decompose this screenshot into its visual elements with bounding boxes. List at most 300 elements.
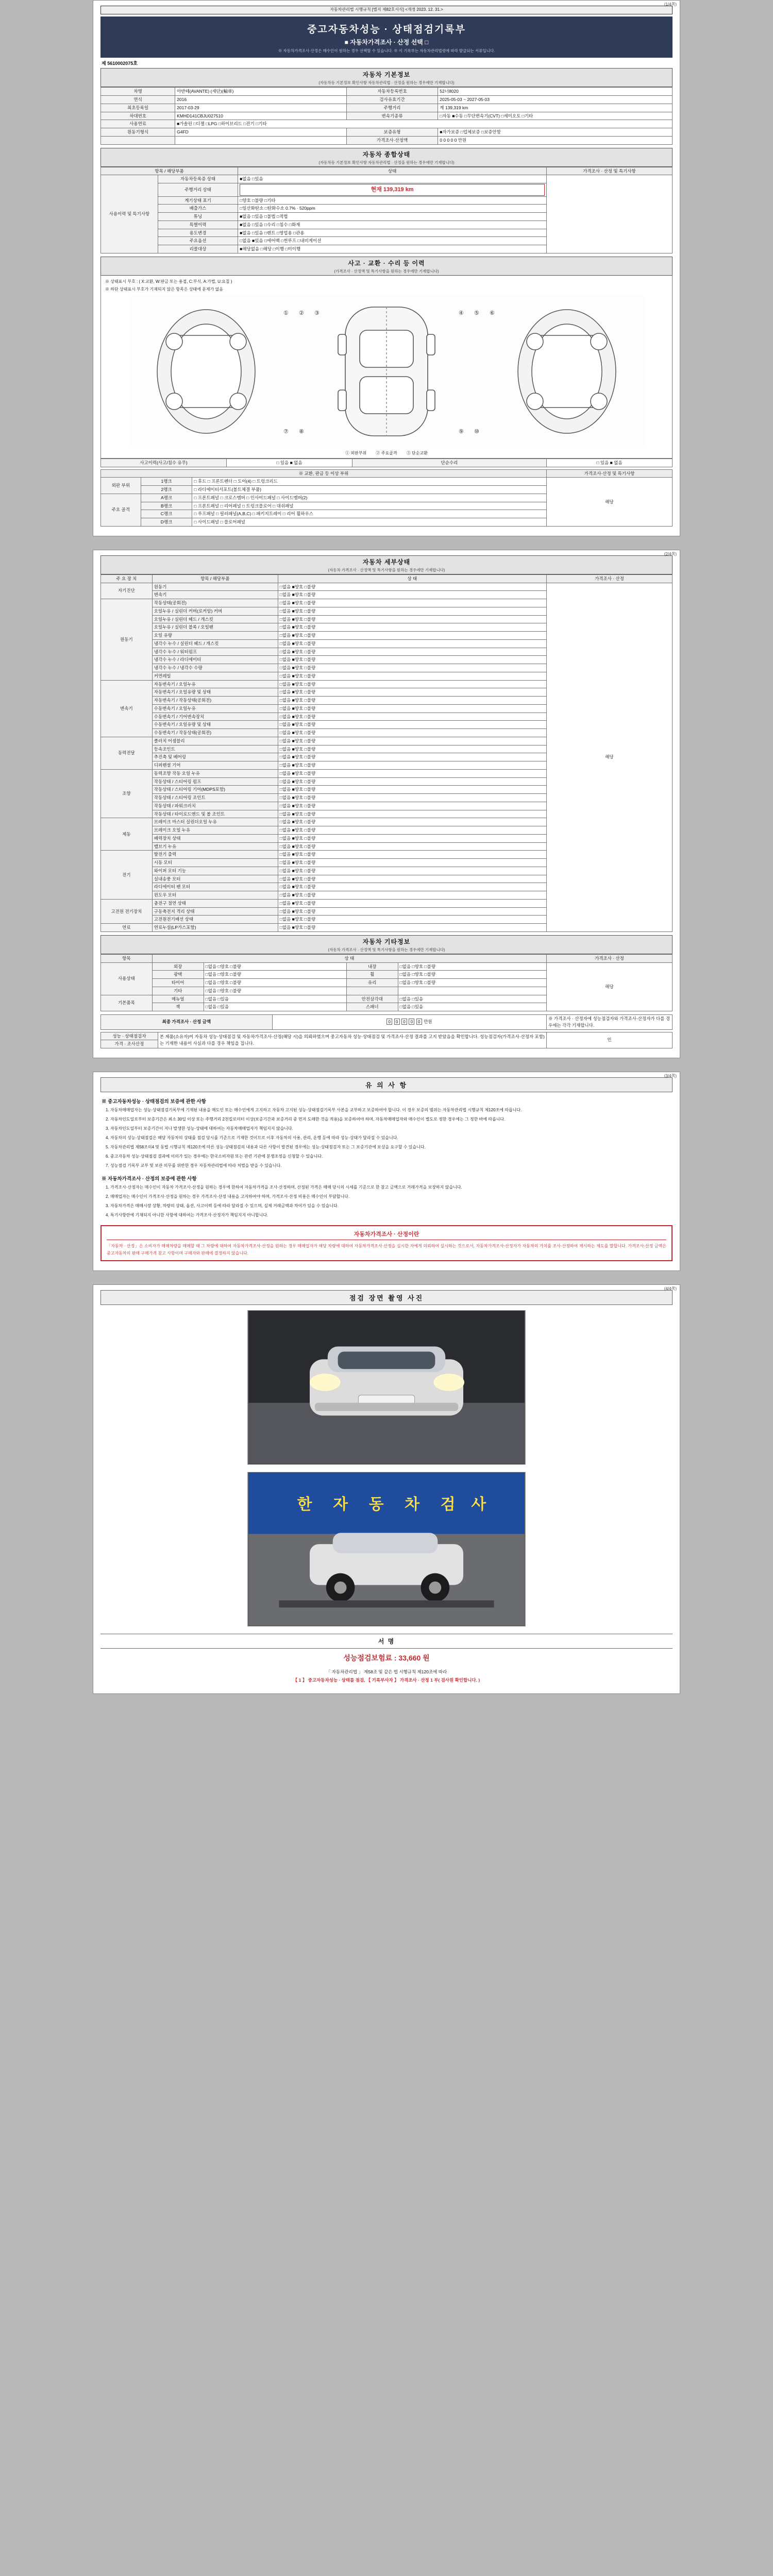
detail-state-1-0: □없음 ■양호 □불량 <box>278 599 546 607</box>
parts-group-0: 외판 부위 <box>101 478 141 494</box>
notice-list-2-item-2: 3. 자동차가격은 매매시장 상황, 차량의 상태, 옵션, 사고이력 등에 따라 달라질 수 있으며, 실제 거래금액과 차이가 있을 수 있습니다. <box>106 1204 339 1209</box>
final-price-value-cell <box>272 1015 546 1030</box>
table-row <box>101 104 673 112</box>
basic-value-1b: 2025-05-03 ~ 2027-05-03 <box>438 96 673 104</box>
inspection-photo-lift <box>247 1472 526 1626</box>
detail-item-5-2: 배력장치 상태 <box>152 834 278 842</box>
notice-list-2-item-3: 4. 특기사항란에 기재되지 아니한 사항에 대하여는 가격조사·산정자가 책임지지 아니합니다. <box>106 1213 268 1218</box>
parts-value-4: □ 루프패널 □ 필러패널(A,B,C) □ 패키지트레이 □ 리어 휠하우스 <box>192 510 547 518</box>
overall-item-0: 자동차등록증 상태 <box>158 175 238 183</box>
basic-label-3: 차대번호 <box>101 112 175 120</box>
notice-list-1-item-6: 7. 성능점검 기록부 교부 및 보관 의무를 위반한 경우 자동차관리법에 따라 처벌을 받을 수 있습니다. <box>106 1163 282 1168</box>
detail-item-6-4: 라디에이터 팬 모터 <box>152 883 278 891</box>
svg-text:⑧: ⑧ <box>299 428 304 435</box>
detail-memo: 해당 <box>547 583 673 931</box>
overall-col-2: 가격조사 · 산정 및 특기사항 <box>547 167 673 175</box>
damaged-parts-table <box>100 469 673 527</box>
detail-group-8: 연료 <box>101 924 153 932</box>
price-unit: 만원 <box>424 1019 432 1025</box>
detail-state-1-1: □없음 ■양호 □불량 <box>278 607 546 615</box>
detail-item-6-5: 윈도우 모터 <box>152 891 278 900</box>
page-2 <box>93 550 680 1058</box>
detail-item-6-1: 시동 모터 <box>152 859 278 867</box>
etc-label-1: 광택 <box>152 971 204 979</box>
overall-state-1-cell <box>238 183 547 197</box>
notice-list-1 <box>100 1107 673 1170</box>
overall-state-5: ■없음 □있음 □수리 □침수 □화재 <box>238 221 547 229</box>
detail-col-1: 항목 / 해당부품 <box>152 574 278 583</box>
svg-text:⑥: ⑥ <box>490 310 495 316</box>
table-row <box>101 88 673 96</box>
detail-col-2: 상 태 <box>278 574 546 583</box>
overall-item-2: 계기상태 표기 <box>158 196 238 205</box>
detail-state-3-1: □없음 ■양호 □불량 <box>278 745 546 753</box>
parts-rank-0: 1랭크 <box>141 478 192 486</box>
section-title-detail: 자동차 세부상태 <box>362 558 411 566</box>
page-tag-3: (3/4쪽) <box>664 1074 677 1079</box>
overall-state-4: ■없음 □있음 □불법 □적법 <box>238 213 547 221</box>
basic-value-1: 2016 <box>175 96 347 104</box>
notice-head-1: ※ 중고자동차성능 · 상태점검의 보증에 관한 사항 <box>102 1099 206 1105</box>
section-head-etc <box>100 935 673 954</box>
detail-item-2-6: 수동변속기 / 작동상태(공회전) <box>152 729 278 737</box>
parts-value-2: □ 프론트패널 □ 크로스멤버 □ 인사이드패널 □ 사이드멤버(2) <box>192 494 547 502</box>
etc-label-2: 타이어 <box>152 979 204 987</box>
overall-item-6: 용도변경 <box>158 229 238 237</box>
etc-table-body <box>101 962 673 1011</box>
etc-value2-4: □없음 □있음 <box>398 995 546 1003</box>
detail-state-1-6: □없음 ■양호 □불량 <box>278 648 546 656</box>
parts-memo: 해당 <box>547 478 673 527</box>
detail-item-3-0: 클러치 어셈블리 <box>152 737 278 745</box>
notice-list-1-item-5: 6. 중고자동차 성능·상태점검 결과에 이의가 있는 경우에는 한국소비자원 또는 관련 기관에 분쟁조정을 신청할 수 있습니다. <box>106 1154 323 1159</box>
diagram-note-1: ※ 상태표시 부호 : ( X:교환, W:판금 또는 용접, C:부식, A:가법, U:요칠 ) <box>105 279 232 284</box>
etc-value-4: □없음 □있음 <box>204 995 346 1003</box>
table-header-row <box>101 954 673 962</box>
detail-state-4-5: □없음 ■양호 □불량 <box>278 810 546 818</box>
notice-list-2-item-0: 1. 가격조사·산정자는 매수인이 자동차 가격조사·산정을 원하는 경우에 한하여 자동차가격을 조사·산정하며, 산정된 가격은 매매 당시의 시세를 기준으로 한 참고 금액으로 거래가격을 보장하지 않습니다. <box>106 1185 462 1190</box>
basic-label-2: 최초등록일 <box>101 104 175 112</box>
overall-state-table <box>100 167 673 253</box>
basic-label-0b: 자동차등록번호 <box>346 88 438 96</box>
detail-state-1-9: □없음 ■양호 □불량 <box>278 672 546 680</box>
table-row <box>101 96 673 104</box>
page-tag-1: (1/4쪽) <box>664 2 677 7</box>
notice-head-2: ※ 자동차가격조사 · 산정의 보증에 관한 사항 <box>102 1176 197 1182</box>
overall-state-7: □없음 ■있음 □에어백 □썬루프 □내비게이션 <box>238 237 547 245</box>
car-diagram-panel <box>100 276 673 459</box>
notice-list-1-item-4: 5. 자동차관리법 제58조의4 및 동법 시행규칙 제120조에 따른 성능·상태점검의 내용과 다른 사항이 발견된 경우에는 성능·상태점검자 또는 그 보증기관에 보상을 요구할 수 있습니다. <box>106 1145 426 1150</box>
etc-value2-2: □없음 □양호 □불량 <box>398 979 546 987</box>
basic-label-3b: 변속기종류 <box>346 112 438 120</box>
detail-state-5-1: □없음 ■양호 □불량 <box>278 826 546 835</box>
detail-group-3: 동력전달 <box>101 737 153 769</box>
final-price-note: ※ 가격조사 · 산정자에 성능점검자와 가격조사·산정자가 다를 경우에는 각각 기재합니다. <box>547 1015 673 1030</box>
etc-group-4: 기본품목 <box>101 995 153 1011</box>
table-row <box>101 962 673 971</box>
page-1 <box>93 0 680 536</box>
detail-state-3-0: □없음 ■양호 □불량 <box>278 737 546 745</box>
signature-label-appraiser: 가격 · 조사산정 <box>101 1040 158 1048</box>
accident-summary-table <box>100 459 673 467</box>
section-title-etc: 자동차 기타정보 <box>362 938 411 945</box>
signature-label-inspector: 성능 · 상태점검자 <box>101 1032 158 1040</box>
detail-item-4-1: 작동상태 / 스티어링 펌프 <box>152 777 278 786</box>
detail-item-2-2: 자동변속기 / 작동상태(공회전) <box>152 697 278 705</box>
price-digit-1: 0 <box>394 1019 400 1025</box>
parts-value-5: □ 사이드패널 □ 플로어패널 <box>192 518 547 527</box>
detail-state-2-1: □없음 ■양호 □불량 <box>278 688 546 697</box>
notice-list-1-item-2: 3. 자동차인도일부터 보증기간이 지나 발생한 성능·상태에 대하여는 자동차매매업자가 책임지지 않습니다. <box>106 1126 293 1131</box>
etc-col-2: 가격조사 · 산정 <box>547 954 673 962</box>
detail-item-1-8: 냉각수 누수 / 냉각수 수량 <box>152 664 278 672</box>
detail-item-4-3: 작동상태 / 스티어링 조인트 <box>152 794 278 802</box>
document-title-note: ※ 자동차가격조사·산정은 매수인이 원하는 경우 선택할 수 있습니다. ※ 이 기록부는 자동차관리법령에 따라 발급되는 서류입니다. <box>278 48 495 53</box>
table-header-row <box>101 469 673 478</box>
page-3 <box>93 1072 680 1271</box>
detail-group-2: 변속기 <box>101 680 153 737</box>
detail-col-3: 가격조사 · 산정 <box>547 574 673 583</box>
section-sub-accident: (가격조사 · 산정액 및 특기사항을 원하는 경우에만 기재합니다) <box>334 268 439 274</box>
overall-state-8: ■해당없음 □해당 □이행 □미이행 <box>238 245 547 253</box>
etc-label-0: 외장 <box>152 962 204 971</box>
svg-text:③: ③ <box>314 310 320 316</box>
etc-value-2: □없음 □양호 □불량 <box>204 979 346 987</box>
detail-state-2-4: □없음 ■양호 □불량 <box>278 713 546 721</box>
detail-state-3-2: □없음 ■양호 □불량 <box>278 753 546 761</box>
detail-state-6-3: □없음 ■양호 □불량 <box>278 875 546 883</box>
detail-item-1-7: 냉각수 누수 / 라디에이터 <box>152 656 278 664</box>
detail-state-4-0: □없음 ■양호 □불량 <box>278 769 546 777</box>
detail-item-7-0: 충전구 절연 상태 <box>152 899 278 907</box>
photo-section-title: 점검 장면 촬영 사진 <box>100 1290 673 1305</box>
detail-item-1-4: 오일 유량 <box>152 632 278 640</box>
etc-label2-4: 안전삼각대 <box>346 995 398 1003</box>
detail-group-7: 고전원 전기장치 <box>101 899 153 923</box>
detail-item-2-5: 수동변속기 / 오일유량 및 상태 <box>152 721 278 729</box>
document-title: 중고자동차성능 · 상태점검기록부 <box>307 24 466 35</box>
basic-value-5b: ■자가보증 □업체보증 □보증안함 <box>438 128 673 137</box>
basic-label-5b: 보증유형 <box>346 128 438 137</box>
section-head-overall <box>100 148 673 167</box>
basic-value-0b: 52너8020 <box>438 88 673 96</box>
page-tag-2: (2/4쪽) <box>664 551 677 556</box>
notice-list-1-item-0: 1. 자동차매매업자는 성능·상태점검기록부에 기재된 내용을 매도인 또는 매수인에게 고지하고 자동차 고지된 성능·상태점검기록부 사본을 교부하고 보증하여야 합니다. 이 경우 보증의 범위는 자동차관리법 시행규칙 제120조에 따릅니다. <box>106 1108 522 1113</box>
detail-item-7-2: 고전원전기배선 상태 <box>152 916 278 924</box>
detail-state-2-3: □없음 ■양호 □불량 <box>278 704 546 713</box>
basic-label-4: 사용연료 <box>101 120 175 128</box>
detail-group-4: 조향 <box>101 769 153 818</box>
basic-label-5: 원동기형식 <box>101 128 175 137</box>
detail-item-4-5: 작동상태 / 타이로드엔드 및 볼 조인트 <box>152 810 278 818</box>
etc-value-5: □없음 □있음 <box>204 1003 346 1011</box>
detail-state-1-8: □없음 ■양호 □불량 <box>278 664 546 672</box>
overall-item-7: 주요옵션 <box>158 237 238 245</box>
etc-label2-5: 스패너 <box>346 1003 398 1011</box>
legend-item-1: ② 주요골격 <box>376 450 397 455</box>
detail-state-1-2: □없음 ■양호 □불량 <box>278 615 546 623</box>
detail-state-3-3: □없음 ■양호 □불량 <box>278 761 546 770</box>
detail-state-0-1: □없음 ■양호 □불량 <box>278 591 546 599</box>
detail-item-2-1: 자동변속기 / 오일유량 및 상태 <box>152 688 278 697</box>
detail-item-0-0: 원동기 <box>152 583 278 591</box>
inspection-fee: 성능점검보험료 : 33,660 원 <box>343 1654 430 1663</box>
section-head-detail <box>100 555 673 574</box>
etc-value2-1: □없음 □양호 □불량 <box>398 971 546 979</box>
signature-footer-text: 본 제품(소유자)이 자동차 성능·상태점검 및 자동차가격조사·산정(해당 시)을 의뢰하였으며 중고자동차 성능·상태점검 및 가격조사·산정 결과를 고지 받았음을 확인합니다. 성능점검자(가격조사·산정자 포함)는 기재한 내용이 사실과 다를 경우 책임을 집니다. <box>158 1032 546 1048</box>
svg-text:⑨: ⑨ <box>459 428 464 435</box>
basic-value-6 <box>175 136 347 144</box>
parts-memo-head: 가격조사·산정 및 특기사항 <box>547 469 673 478</box>
table-header-row <box>101 167 673 175</box>
detail-state-6-0: □없음 ■양호 □불량 <box>278 851 546 859</box>
detail-item-0-1: 변속기 <box>152 591 278 599</box>
basic-value-0: 아반떼(AVANTE) (세단)(輪車) <box>175 88 347 96</box>
price-digit-4: 0 <box>416 1019 422 1025</box>
parts-rank-3: B랭크 <box>141 502 192 510</box>
detail-state-5-2: □없음 ■양호 □불량 <box>278 834 546 842</box>
detail-group-5: 제동 <box>101 818 153 851</box>
document-number: 제 5610002075호 <box>102 61 138 66</box>
detail-item-4-2: 작동상태 / 스티어링 기어(MDPS포함) <box>152 786 278 794</box>
detail-state-1-3: □없음 ■양호 □불량 <box>278 623 546 632</box>
price-digit-3: 0 <box>409 1019 414 1025</box>
detail-state-1-4: □없음 ■양호 □불량 <box>278 632 546 640</box>
overall-col-0: 항목 / 해당부품 <box>101 167 238 175</box>
accident-left-head: 사고이력(사고/침수 유무) <box>101 459 227 467</box>
detail-state-6-5: □없음 ■양호 □불량 <box>278 891 546 900</box>
detail-item-5-3: 밸브기 누유 <box>152 842 278 851</box>
overall-item-8: 리콜대상 <box>158 245 238 253</box>
basic-value-2: 2017-03-29 <box>175 104 347 112</box>
inspection-photo-front <box>247 1310 526 1465</box>
price-digit-0: 0 <box>386 1019 392 1025</box>
detail-state-2-6: □없음 ■양호 □불량 <box>278 729 546 737</box>
svg-text:④: ④ <box>459 310 464 316</box>
detail-state-7-1: □없음 ■양호 □불량 <box>278 907 546 916</box>
section-title-accident: 사고 · 교환 · 수리 등 이력 <box>348 259 425 267</box>
etc-col-1: 상 태 <box>152 954 546 962</box>
parts-rank-5: D랭크 <box>141 518 192 527</box>
etc-value2-3 <box>398 987 546 995</box>
etc-label-3: 기타 <box>152 987 204 995</box>
parts-rank-1: 2랭크 <box>141 486 192 494</box>
detail-item-2-4: 수동변속기 / 기어변속장치 <box>152 713 278 721</box>
notice-list-2 <box>100 1184 673 1219</box>
signature-footer <box>100 1668 673 1684</box>
table-row <box>101 136 673 144</box>
signature-footer-line-1: 「 자동차관리법 」 제58조 및 같은 법 시행규칙 제120조에 따라 <box>326 1669 447 1675</box>
detail-item-2-3: 수동변속기 / 오일누유 <box>152 704 278 713</box>
car-damage-diagram <box>105 294 668 449</box>
svg-text:②: ② <box>299 310 304 316</box>
document-subtitle: ■ 자동차가격조사 · 산정 선택 □ <box>344 38 429 46</box>
etc-value-3: □없음 □양호 □불량 <box>204 987 346 995</box>
parts-value-3: □ 프론트패널 □ 리어패널 □ 트렁크플로어 □ 대쉬패널 <box>192 502 547 510</box>
table-row <box>101 112 673 120</box>
notice-list-1-item-1: 2. 자동차인도일로부터 보증기간은 최소 30일 이상 또는 주행거리 2천킬로미터 이상(보증기간과 보증거리 중 먼저 도래한 것을 적용)을 보증하여야 하며, 자동차매매업자와 매수인이 별도로 정한 경우에는 그 정한 바에 따릅니다. <box>106 1117 506 1122</box>
detail-state-8-0: □없음 ■양호 □불량 <box>278 924 546 932</box>
detail-item-6-3: 실내송풍 모터 <box>152 875 278 883</box>
overall-state-6: ■없음 □있음 □렌트 □영업용 □관용 <box>238 229 547 237</box>
svg-text:차: 차 <box>405 1496 420 1513</box>
basic-label-6 <box>101 136 175 144</box>
section-sub-basic: (자동차등 기본정보 확인사항 자동차관리법 · 산정을 원하는 경우에만 기재합니다) <box>318 80 455 86</box>
basic-value-6b: 0 0 0 0 0 만원 <box>438 136 673 144</box>
detail-state-table <box>100 574 673 932</box>
notice-list-2-item-1: 2. 매매업자는 매수인이 가격조사·산정을 원하는 경우 가격조사·산정 내용을 고지하여야 하며, 가격조사·산정 비용은 매수인이 부담합니다. <box>106 1194 350 1199</box>
etc-value2-0: □없음 □양호 □불량 <box>398 962 546 971</box>
section-head-accident <box>100 257 673 276</box>
detail-state-1-5: □없음 ■양호 □불량 <box>278 639 546 648</box>
detail-state-5-3: □없음 ■양호 □불량 <box>278 842 546 851</box>
notice-title: 유 의 사 항 <box>100 1077 673 1092</box>
basic-value-3: KMHD141CBJU027510 <box>175 112 347 120</box>
parts-group-1: 주요 골격 <box>101 494 141 526</box>
detail-state-0-0: □없음 ■양호 □불량 <box>278 583 546 591</box>
svg-text:검: 검 <box>440 1496 456 1513</box>
svg-text:⑤: ⑤ <box>474 310 479 316</box>
final-price-table <box>100 1014 673 1030</box>
basic-label-1: 연식 <box>101 96 175 104</box>
detail-state-6-4: □없음 ■양호 □불량 <box>278 883 546 891</box>
etc-label-5: 잭 <box>152 1003 204 1011</box>
etc-info-table <box>100 954 673 1011</box>
detail-state-1-7: □없음 ■양호 □불량 <box>278 656 546 664</box>
signature-footer-line-2: 【 1 】 중고자동차성능 · 상태를 점검, 【 기록부사자 】 가격조사 · 산정 1 부( 검사원 확인합니다. ) <box>293 1677 480 1683</box>
detail-state-6-1: □없음 ■양호 □불량 <box>278 859 546 867</box>
notice-list-1-item-3: 4. 자동차의 성능·상태점검은 해당 자동차의 상태를 점검 당시를 기준으로 기재한 것이므로 이후 자동차의 사용, 관리, 운행 등에 따라 성능·상태가 달라질 수 있습니다. <box>106 1136 398 1141</box>
diagram-legend <box>105 450 668 456</box>
detail-item-1-9: 커먼레일 <box>152 672 278 680</box>
svg-text:동: 동 <box>368 1496 384 1513</box>
parts-value-0: □ 후드 □ 프론트펜더 □ 도어(4) □ 트렁크리드 <box>192 478 547 486</box>
etc-label2-0: 내장 <box>346 962 398 971</box>
overall-group-label: 사용이력 및 특기사항 <box>101 175 158 253</box>
svg-text:⑦: ⑦ <box>283 428 289 435</box>
detail-item-8-0: 연료누설(LP가스포함) <box>152 924 278 932</box>
detail-item-4-0: 동력조향 작동 오일 누유 <box>152 769 278 777</box>
table-row <box>101 583 673 591</box>
svg-text:사: 사 <box>471 1496 486 1513</box>
accident-mid-head: 단순수리 <box>352 459 546 467</box>
section-title-basic: 자동차 기본정보 <box>362 71 411 79</box>
overall-memo <box>547 175 673 253</box>
detail-item-3-2: 추진축 및 베어링 <box>152 753 278 761</box>
section-title-overall: 자동차 종합상태 <box>362 150 411 158</box>
detail-item-6-0: 발전기 출력 <box>152 851 278 859</box>
appraisal-definition-title: 자동차가격조사 · 산정이란 <box>107 1230 666 1240</box>
section-head-basic <box>100 68 673 87</box>
detail-state-2-5: □없음 ■양호 □불량 <box>278 721 546 729</box>
basic-info-table <box>100 87 673 144</box>
detail-item-2-0: 자동변속기 / 오일누유 <box>152 680 278 688</box>
etc-label2-3 <box>346 987 398 995</box>
table-row <box>101 459 673 467</box>
overall-item-1: 주행거리 상태 <box>158 183 238 197</box>
detail-item-1-1: 오일누유 / 실린더 커버(로커암) 커버 <box>152 607 278 615</box>
etc-memo: 해당 <box>547 962 673 1011</box>
detail-state-4-1: □없음 ■양호 □불량 <box>278 777 546 786</box>
etc-value-1: □없음 □양호 □불량 <box>204 971 346 979</box>
detail-state-7-0: □없음 ■양호 □불량 <box>278 899 546 907</box>
basic-label-0: 차명 <box>101 88 175 96</box>
detail-item-1-3: 오일누유 / 실린더 블록 / 오일팬 <box>152 623 278 632</box>
detail-item-5-1: 브레이크 오일 누유 <box>152 826 278 835</box>
svg-text:한: 한 <box>297 1496 312 1513</box>
basic-label-1b: 검사유효기간 <box>346 96 438 104</box>
detail-state-4-3: □없음 ■양호 □불량 <box>278 794 546 802</box>
form-legal-header: 자동차관리법 시행규칙 [별지 제82호서식] <개정 2023. 12. 31.> <box>100 6 673 14</box>
signature-table <box>100 1032 673 1049</box>
detail-state-2-2: □없음 ■양호 □불량 <box>278 697 546 705</box>
detail-state-2-0: □없음 ■양호 □불량 <box>278 680 546 688</box>
basic-label-2b: 주행거리 <box>346 104 438 112</box>
overall-item-3: 배출가스 <box>158 205 238 213</box>
accident-left-value: □ 있음 ■ 없음 <box>226 459 352 467</box>
overall-item-5: 특별이력 <box>158 221 238 229</box>
svg-text:①: ① <box>283 310 289 316</box>
basic-label-6b: 가격조사·산정액 <box>346 136 438 144</box>
appraisal-definition-text: 「자동차 · 산정」은 소비자가 매매차량을 매매할 때 그 차량에 대하여 자동차가격조사·산정을 원하는 경우 매매업자가 해당 차량에 대하여 자동차가격조사·산정을 실시한 자에게 의뢰하여 실시하는 것으로서, 자동차가격조사·산정자가 자동차의 가치를 조사·산정하여 제시하는 제도를 말합니다. 가격조사·산정 금액은 중고자동차의 판매 구매가격 참고 사항이며 구매자와 판매에 결정하지 않습니다. <box>107 1244 666 1256</box>
detail-item-5-0: 브레이크 마스터 실린더오일 누유 <box>152 818 278 826</box>
section-sub-etc: (자동차 가격조사 · 산정액 및 특기사항을 원하는 경우에만 기재합니다) <box>328 947 445 952</box>
basic-value-5: G4FD <box>175 128 347 137</box>
etc-col-0: 항목 <box>101 954 153 962</box>
basic-value-3b: □자동 ■수동 □무단변속기(CVT) □세미오토 □기타 <box>438 112 673 120</box>
table-header-row <box>101 574 673 583</box>
overall-state-3: □일산화탄소 □탄화수소 0.7% · 520ppm <box>238 205 547 213</box>
detail-table-body <box>101 583 673 931</box>
detail-item-1-6: 냉각수 누수 / 워터펌프 <box>152 648 278 656</box>
page-tag-4: (4/4쪽) <box>664 1286 677 1292</box>
overall-state-2: □양호 □불량 □기타 <box>238 196 547 205</box>
overall-state-0: ■없음 □있음 <box>238 175 547 183</box>
table-row <box>101 1032 673 1040</box>
detail-group-0: 자기진단 <box>101 583 153 599</box>
detail-state-5-0: □없음 ■양호 □불량 <box>278 818 546 826</box>
etc-label2-1: 휠 <box>346 971 398 979</box>
detail-item-3-1: 등속조인트 <box>152 745 278 753</box>
detail-state-7-2: □없음 ■양호 □불량 <box>278 916 546 924</box>
table-row <box>101 478 673 486</box>
etc-label2-2: 유리 <box>346 979 398 987</box>
parts-rank-4: C랭크 <box>141 510 192 518</box>
price-digit-2: 0 <box>401 1019 407 1025</box>
table-row <box>101 1015 673 1030</box>
detail-item-7-1: 구동축전지 격리 상태 <box>152 907 278 916</box>
overall-col-1: 상태 <box>238 167 547 175</box>
detail-item-6-2: 와이퍼 모터 기능 <box>152 867 278 875</box>
svg-text:⑩: ⑩ <box>474 428 479 435</box>
detail-item-1-0: 작동상태(공회전) <box>152 599 278 607</box>
svg-text:자: 자 <box>333 1496 348 1513</box>
detail-item-4-4: 작동상태 / 파워크러치 <box>152 802 278 810</box>
signature-stamp: 인 <box>547 1032 673 1048</box>
detail-group-1: 원동기 <box>101 599 153 681</box>
detail-item-1-5: 냉각수 누수 / 실린더 헤드 / 개스킷 <box>152 639 278 648</box>
page-4 <box>93 1284 680 1694</box>
table-row <box>101 175 673 183</box>
document-title-bar <box>100 16 673 58</box>
detail-group-6: 전기 <box>101 851 153 900</box>
appraisal-definition-box <box>100 1225 673 1261</box>
accident-mid-value: □ 있음 ■ 없음 <box>547 459 673 467</box>
parts-title: ※ 교환, 판금 등 이상 부위 <box>101 469 547 478</box>
parts-rank-2: A랭크 <box>141 494 192 502</box>
table-row <box>101 120 673 128</box>
mileage-value: 현재 139,319 km <box>240 184 545 196</box>
